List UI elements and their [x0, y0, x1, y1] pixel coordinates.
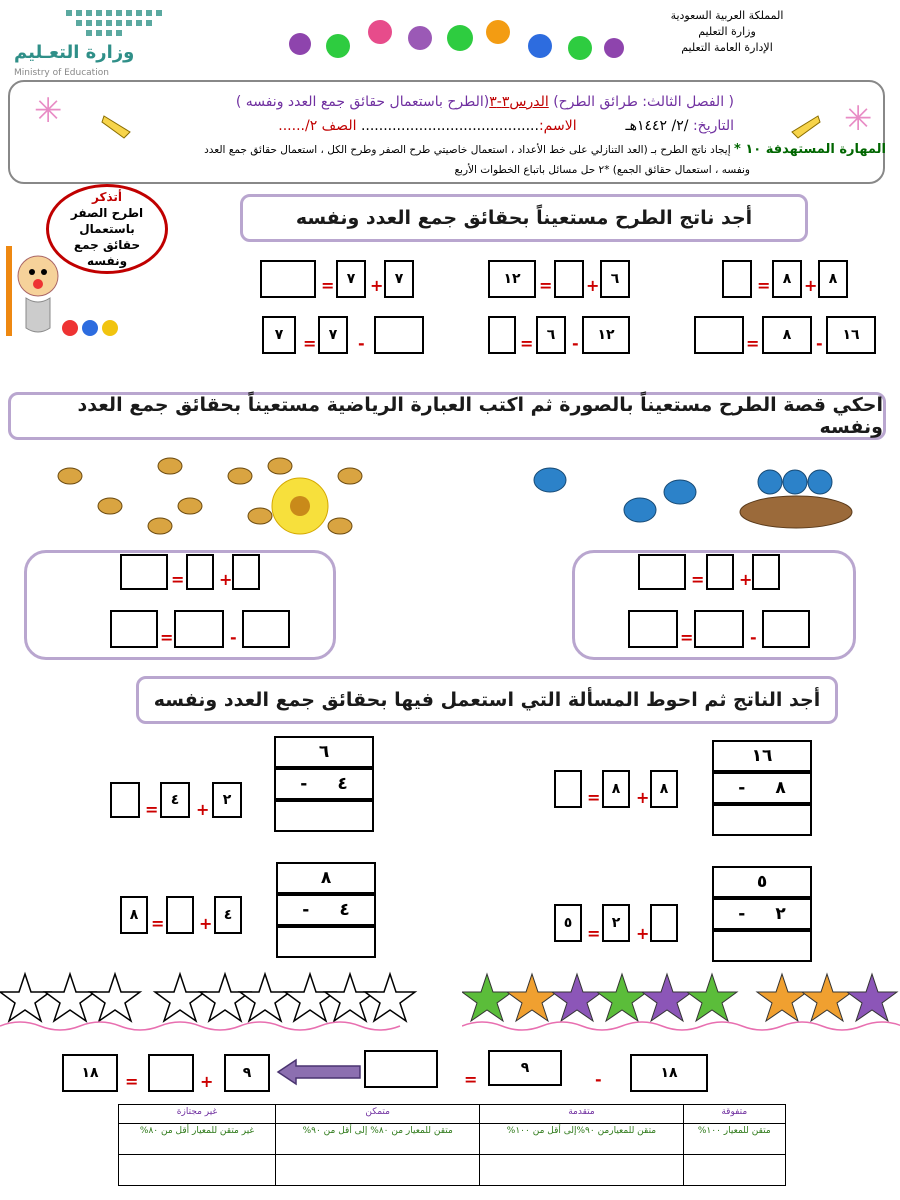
- plus-sign: +: [636, 924, 650, 943]
- birds-nest-picture: [520, 452, 860, 542]
- ministry-line-2: وزارة التعليم: [698, 25, 756, 38]
- s1-g1-add-b[interactable]: ٨: [772, 260, 802, 298]
- reminder-red-word: أتذكر: [92, 190, 122, 204]
- plus-sign: +: [370, 276, 384, 295]
- ministry-header: [642, 8, 812, 56]
- lesson-title-line: [236, 94, 734, 110]
- s3-lt-a[interactable]: ٢: [212, 782, 242, 818]
- equals-sign: =: [160, 628, 174, 647]
- s1-g2-add-a[interactable]: ٦: [600, 260, 630, 298]
- plus-sign: +: [636, 788, 650, 807]
- section3-title: أجد الناتج ثم احوط المسألة التي استعمل فيها بحقائق جمع العدد ونفسه: [136, 676, 838, 724]
- s3-lt-b[interactable]: ٤: [160, 782, 190, 818]
- class-label: الصف ٢/......: [278, 118, 357, 134]
- date-value: /٢/ ١٤٤٢هـ: [625, 118, 689, 134]
- col-answer[interactable]: [712, 804, 812, 836]
- col-top-number: ٦: [274, 736, 374, 768]
- skill-text-1: إيجاد ناتج الطرح بـ (العد التنازلي على خط الأعداد ، استعمال خاصيتي طرح الصفر وطرح الكل ، استعمال حقائق جمع العدد: [204, 144, 731, 156]
- pencil-right-icon: [784, 110, 824, 140]
- s1-g3-sub-b[interactable]: ٧: [318, 316, 348, 354]
- equals-sign: =: [746, 334, 760, 353]
- column-sub-left-bottom: [276, 862, 376, 958]
- chapter-label: ( الفصل الثالث: طرائق الطرح): [553, 94, 734, 110]
- rubric-header-row: [119, 1105, 786, 1124]
- s2-left-sub-a[interactable]: [242, 610, 290, 648]
- pencil-left-icon: [100, 110, 140, 140]
- colored-stars-border: [462, 966, 900, 1036]
- name-dots[interactable]: ........................................: [360, 118, 539, 134]
- rubric-description: متقن للمعيار ١٠٠%: [683, 1124, 785, 1155]
- s2-right-sub-result[interactable]: [628, 610, 678, 648]
- s1-g2-sub-a[interactable]: ١٢: [582, 316, 630, 354]
- s1-g3-sub-result[interactable]: ٧: [262, 316, 296, 354]
- s2-right-add-b[interactable]: [706, 554, 734, 590]
- rubric-header: متقدمة: [480, 1105, 683, 1124]
- rubric-table: [118, 1104, 786, 1186]
- minus-sign: -: [750, 628, 757, 647]
- date-name-line: [278, 118, 734, 134]
- column-sub-right-top: [712, 740, 812, 836]
- s1-g2-add-result[interactable]: ١٢: [488, 260, 536, 298]
- plus-sign: +: [739, 570, 753, 589]
- section1-title: أجد ناتج الطرح مستعيناً بحقائق جمع العدد ونفسه: [240, 194, 808, 242]
- rubric-mark-row: [119, 1155, 786, 1186]
- s3-rb-a[interactable]: [650, 904, 678, 942]
- reminder-text: اطرح الصفر باستعمال حقائق جمع ونفسه: [70, 206, 144, 268]
- col-top-number: ١٦: [712, 740, 812, 772]
- skill-label: المهارة المستهدفة ١٠ *: [733, 142, 886, 157]
- snowflake-right-icon: [840, 96, 880, 141]
- final-add-a[interactable]: ٩: [224, 1054, 270, 1092]
- logo-dots-icon: [10, 4, 170, 44]
- minus-sign: -: [595, 1070, 602, 1089]
- equals-sign: =: [539, 276, 553, 295]
- col-second-number: ٤ -: [274, 768, 374, 800]
- lesson-title: (الطرح باستعمال حقائق جمع العدد ونفسه ): [235, 94, 490, 110]
- svg-text:✳: ✳: [34, 91, 63, 131]
- equals-sign: =: [587, 788, 601, 807]
- minus-sign: -: [230, 628, 237, 647]
- cartoon-character-icon: [0, 236, 130, 346]
- name-label: الاسم:: [538, 118, 577, 134]
- final-add-b[interactable]: [148, 1054, 194, 1092]
- s1-g1-add-result[interactable]: [722, 260, 752, 298]
- rubric-mark-cell[interactable]: [276, 1155, 480, 1186]
- s1-g3-add-result[interactable]: [260, 260, 316, 298]
- s1-g2-add-b[interactable]: [554, 260, 584, 298]
- s3-lb-result[interactable]: ٨: [120, 896, 148, 934]
- s3-lt-result[interactable]: [110, 782, 140, 818]
- date-label: التاريخ:: [692, 118, 734, 134]
- s3-rb-result[interactable]: ٥: [554, 904, 582, 942]
- equals-sign: =: [321, 276, 335, 295]
- ministry-line-1: المملكة العربية السعودية: [670, 9, 784, 22]
- s1-g1-sub-b[interactable]: ٨: [762, 316, 812, 354]
- rubric-header: متمكن: [276, 1105, 480, 1124]
- equals-sign: =: [151, 914, 165, 933]
- col-second-number: ٢ -: [712, 898, 812, 930]
- col-answer[interactable]: [276, 926, 376, 958]
- equals-sign: =: [520, 334, 534, 353]
- bees-flower-picture: [30, 446, 370, 546]
- s2-left-sub-b[interactable]: [174, 610, 224, 648]
- s3-rt-result[interactable]: [554, 770, 582, 808]
- rubric-description: غير متقن للمعيار أقل من ٨٠%: [119, 1124, 276, 1155]
- rubric-mark-cell[interactable]: [480, 1155, 683, 1186]
- col-second-number: ٤ -: [276, 894, 376, 926]
- equals-sign: =: [171, 570, 185, 589]
- snowflake-left-icon: [30, 88, 70, 133]
- s2-left-add-b[interactable]: [186, 554, 214, 590]
- minus-sign: -: [358, 334, 365, 353]
- s3-rb-b[interactable]: ٢: [602, 904, 630, 942]
- col-answer[interactable]: [274, 800, 374, 832]
- ministry-line-3: الإدارة العامة التعليم: [681, 41, 773, 54]
- s1-g1-sub-a[interactable]: ١٦: [826, 316, 876, 354]
- s2-left-sub-result[interactable]: [110, 610, 158, 648]
- equals-sign: =: [587, 924, 601, 943]
- s2-right-sub-a[interactable]: [762, 610, 810, 648]
- equals-sign: =: [691, 570, 705, 589]
- s1-g3-add-b[interactable]: ٧: [336, 260, 366, 298]
- plus-sign: +: [586, 276, 600, 295]
- minus-sign: -: [572, 334, 579, 353]
- rubric-header: غير مجتازة: [119, 1105, 276, 1124]
- plus-sign: +: [804, 276, 818, 295]
- rubric-description: متقن للمعيارمن ٩٠%إلى أقل من ١٠٠%: [480, 1124, 683, 1155]
- final-sub-result[interactable]: [364, 1050, 438, 1088]
- s1-g1-sub-result[interactable]: [694, 316, 744, 354]
- logo-text: وزارة التعـليم: [14, 42, 135, 63]
- s2-right-sub-b[interactable]: [694, 610, 744, 648]
- plus-sign: +: [200, 1072, 214, 1091]
- rubric-description-row: [119, 1124, 786, 1155]
- arrow-left-icon: [276, 1058, 362, 1086]
- equals-sign: =: [303, 334, 317, 353]
- s2-right-add-result[interactable]: [638, 554, 686, 590]
- equals-sign: =: [464, 1070, 478, 1089]
- ministry-logo: [10, 4, 170, 80]
- column-sub-right-bottom: [712, 866, 812, 962]
- s3-rt-a[interactable]: ٨: [650, 770, 678, 808]
- col-top-number: ٨: [276, 862, 376, 894]
- s1-g3-add-a[interactable]: ٧: [384, 260, 414, 298]
- white-stars-border: [0, 966, 420, 1036]
- skill-line-2: [454, 164, 750, 176]
- equals-sign: =: [145, 800, 159, 819]
- section2-title: احكي قصة الطرح مستعيناً بالصورة ثم اكتب العبارة الرياضية مستعيناً بحقائق جمع العدد ونفسه: [8, 392, 886, 440]
- s2-right-add-a[interactable]: [752, 554, 780, 590]
- s1-g2-sub-result[interactable]: [488, 316, 516, 354]
- s1-g1-add-a[interactable]: ٨: [818, 260, 848, 298]
- svg-text:✳: ✳: [844, 99, 873, 139]
- plus-sign: +: [219, 570, 233, 589]
- s3-rt-b[interactable]: ٨: [602, 770, 630, 808]
- lesson-label: الدرس٣-٣: [489, 94, 549, 110]
- rubric-description: متقن للمعيار من ٨٠% إلى أقل من ٩٠%: [276, 1124, 480, 1155]
- s1-g2-sub-b[interactable]: ٦: [536, 316, 566, 354]
- paint-splats-decoration: [280, 8, 630, 66]
- skill-text-2: ونفسه ، استعمال حقائق الجمع) *٢ حل مسائل باتباع الخطوات الأربع: [454, 164, 750, 176]
- plus-sign: +: [199, 914, 213, 933]
- minus-sign: -: [816, 334, 823, 353]
- column-sub-left-top: [274, 736, 374, 832]
- rubric-header: متفوقة: [683, 1105, 785, 1124]
- equals-sign: =: [125, 1072, 139, 1091]
- s1-g3-sub-a[interactable]: [374, 316, 424, 354]
- final-sub-a[interactable]: ١٨: [630, 1054, 708, 1092]
- col-answer[interactable]: [712, 930, 812, 962]
- s3-lb-a[interactable]: ٤: [214, 896, 242, 934]
- equals-sign: =: [757, 276, 771, 295]
- plus-sign: +: [196, 800, 210, 819]
- col-second-number: ٨ -: [712, 772, 812, 804]
- final-sub-b[interactable]: ٩: [488, 1050, 562, 1086]
- s2-left-add-a[interactable]: [232, 554, 260, 590]
- skill-line-1: [20, 142, 886, 157]
- equals-sign: =: [680, 628, 694, 647]
- s3-lb-b[interactable]: [166, 896, 194, 934]
- s2-left-add-result[interactable]: [120, 554, 168, 590]
- rubric-mark-cell[interactable]: [119, 1155, 276, 1186]
- final-add-result[interactable]: ١٨: [62, 1054, 118, 1092]
- col-top-number: ٥: [712, 866, 812, 898]
- logo-text-en: Ministry of Education: [14, 68, 109, 78]
- rubric-mark-cell[interactable]: [683, 1155, 785, 1186]
